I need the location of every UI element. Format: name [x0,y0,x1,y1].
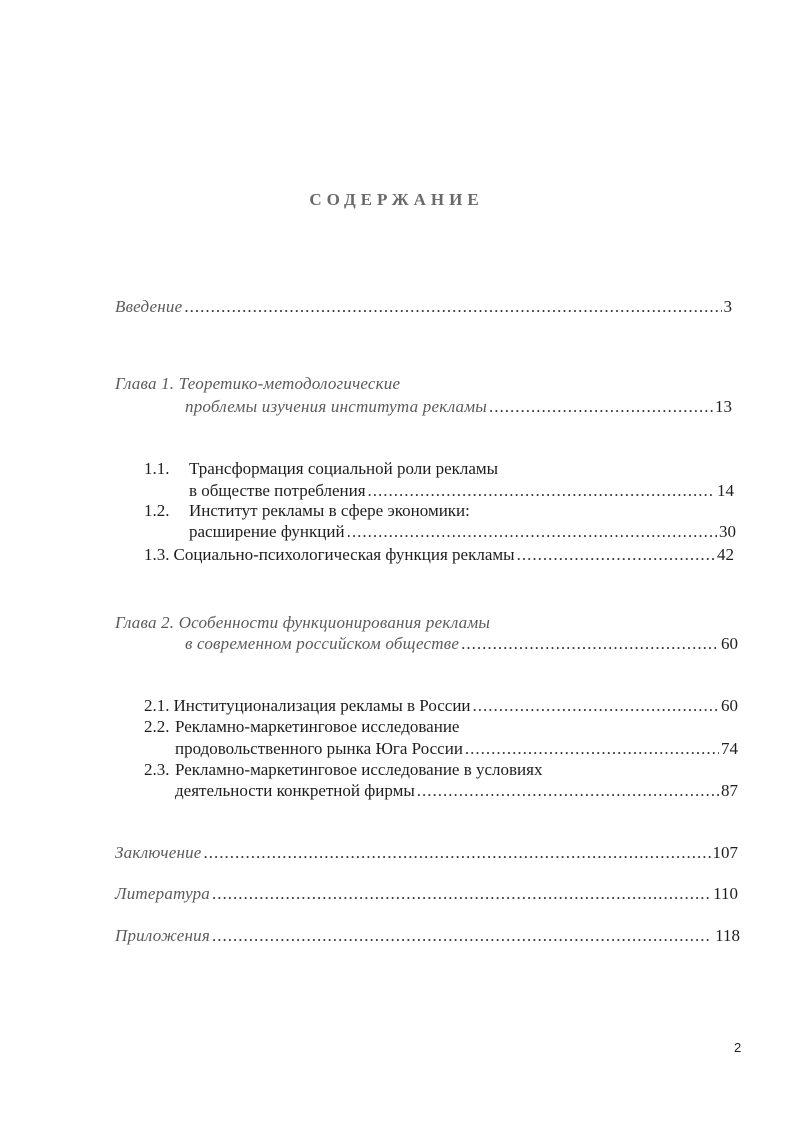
section-2-3-number: 2.3. [144,760,170,779]
toc-entry-appendix [115,926,740,946]
dot-leader [204,843,711,863]
toc-label: продовольственного рынка Юга России [175,739,463,758]
toc-page: 60 [721,696,738,715]
dot-leader [473,696,719,716]
toc-label: Социально-психологическая функция рекламы [173,545,515,564]
section-1-1-title: Трансформация социальной роли рекламы [189,459,499,478]
toc-entry-1-1 [189,481,734,501]
section-2-2-title: Рекламно-маркетинговое исследование [175,717,460,736]
dot-leader [417,781,719,801]
chapter-2-heading: Глава 2. Особенности функционирования рекламы [115,613,491,632]
toc-entry-2-3 [175,781,738,801]
toc-label: в современном российском обществе [185,634,460,653]
section-2-1-number: 2.1. [144,696,170,715]
dot-leader [347,522,717,542]
section-2-2-number: 2.2. [144,717,170,736]
section-1-2-number: 1.2. [144,501,170,520]
section-1-3-number: 1.3. [144,545,170,564]
toc-page: 30 [719,522,736,541]
section-1-1-number: 1.1. [144,459,170,478]
toc-page: 3 [723,297,732,316]
toc-entry-1-3 [144,545,734,565]
toc-page: 118 [715,926,740,945]
toc-page: 110 [713,884,738,903]
page-title: СОДЕРЖАНИЕ [309,190,484,209]
toc-label: Институционализация рекламы в России [173,696,471,715]
toc-entry-2-2 [175,739,738,759]
dot-leader [517,545,715,565]
toc-label: Приложения [115,926,210,945]
toc-entry-2-1 [144,696,738,716]
toc-label: Заключение [115,843,202,862]
dot-leader [465,739,719,759]
dot-leader [461,634,719,654]
dot-leader [368,481,715,501]
toc-label: деятельности конкретной фирмы [175,781,415,800]
toc-entry-intro [115,297,732,317]
toc-entry-chapter-2 [185,634,738,654]
toc-entry-chapter-1 [185,397,732,417]
toc-page: 60 [721,634,738,653]
toc-entry-conclusion [115,843,738,863]
toc-page: 107 [712,843,738,862]
toc-label: в обществе потребления [189,481,366,500]
chapter-1-heading: Глава 1. Теоретико-методологические [115,374,401,393]
dot-leader [212,884,711,904]
toc-page: 14 [717,481,734,500]
dot-leader [184,297,721,317]
page-number: 2 [734,1040,742,1055]
dot-leader [489,397,713,417]
dot-leader [212,926,709,946]
toc-entry-1-2 [189,522,736,542]
toc-entry-literature [115,884,738,904]
section-1-2-title: Институт рекламы в сфере экономики: [189,501,470,520]
toc-page: 87 [721,781,738,800]
toc-page: 13 [715,397,732,416]
toc-label: Литература [115,884,211,903]
section-2-3-title: Рекламно-маркетинговое исследование в условиях [175,760,543,779]
toc-label: расширение функций [189,522,345,541]
toc-page: 42 [717,545,734,564]
toc-label: проблемы изучения института рекламы [185,397,487,416]
toc-page: 74 [721,739,738,758]
toc-label: Введение [115,297,183,316]
